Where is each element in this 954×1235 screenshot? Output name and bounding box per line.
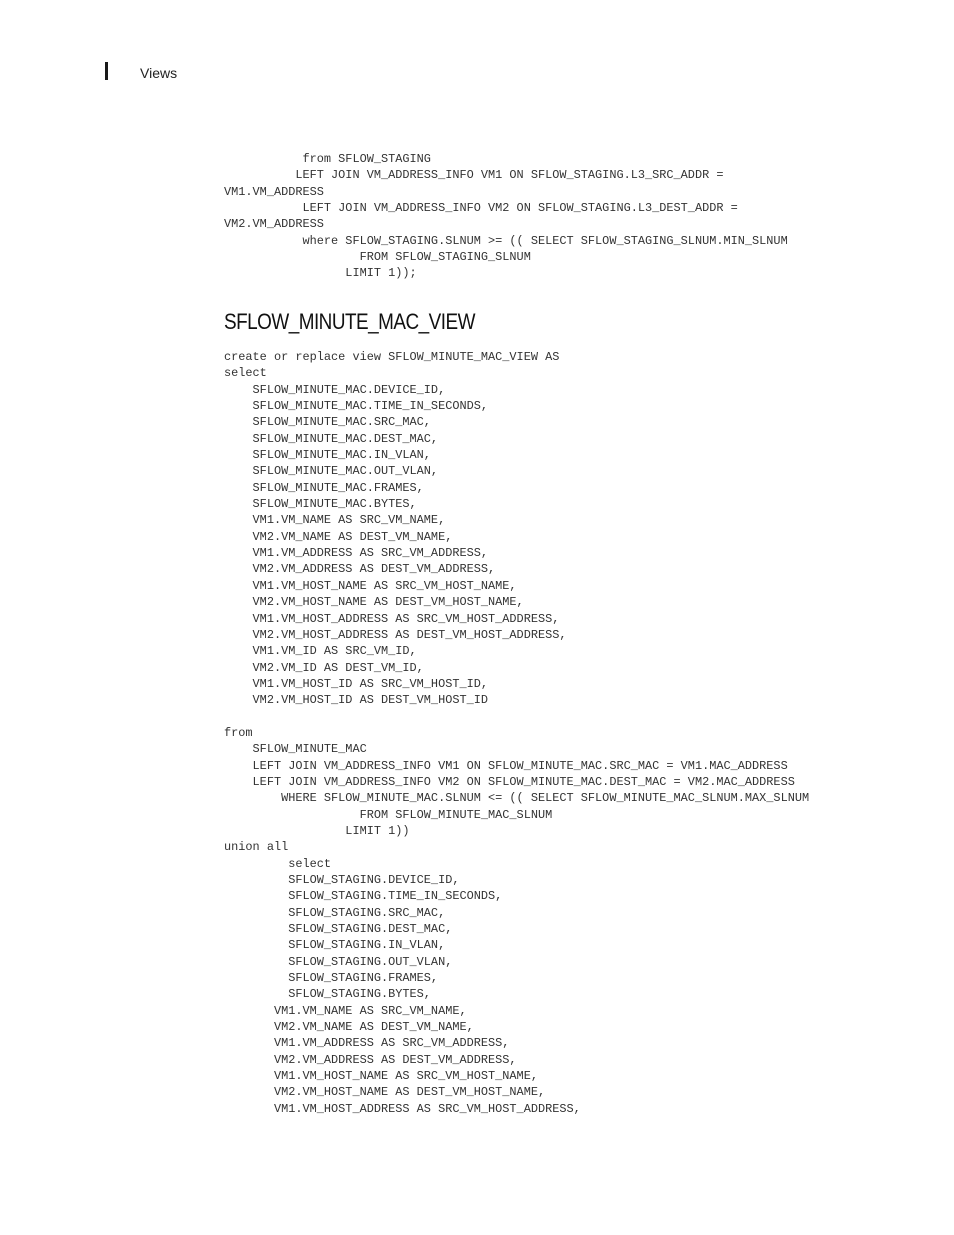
code-block-main (224, 349, 809, 1117)
code-line: from (224, 725, 253, 740)
header-bar-marker (105, 62, 108, 80)
code-line: SFLOW_STAGING.TIME_IN_SECONDS, (224, 889, 503, 904)
code-line: VM1.VM_NAME AS SRC_VM_NAME, (224, 1003, 467, 1018)
code-line: VM1.VM_ID AS SRC_VM_ID, (224, 644, 417, 659)
code-line: LIMIT 1)); (224, 266, 417, 281)
code-line: VM1.VM_ADDRESS AS SRC_VM_ADDRESS, (224, 1036, 510, 1051)
code-line: SFLOW_MINUTE_MAC (224, 742, 367, 757)
code-line: SFLOW_MINUTE_MAC.OUT_VLAN, (224, 464, 439, 479)
code-line: SFLOW_STAGING.DEST_MAC, (224, 922, 453, 937)
code-line: SFLOW_STAGING.FRAMES, (224, 971, 439, 986)
code-line: SFLOW_MINUTE_MAC.IN_VLAN, (224, 448, 431, 463)
code-line: SFLOW_STAGING.SRC_MAC, (224, 905, 446, 920)
code-line: SFLOW_MINUTE_MAC.SRC_MAC, (224, 415, 431, 430)
code-line: FROM SFLOW_STAGING_SLNUM (224, 250, 531, 265)
code-line: VM1.VM_HOST_NAME AS SRC_VM_HOST_NAME, (224, 578, 517, 593)
code-line: SFLOW_STAGING.BYTES, (224, 987, 431, 1002)
code-line: SFLOW_MINUTE_MAC.DEST_MAC, (224, 431, 439, 446)
code-line: VM2.VM_HOST_ID AS DEST_VM_HOST_ID (224, 693, 489, 708)
code-line: VM1.VM_HOST_ADDRESS AS SRC_VM_HOST_ADDRESS, (224, 611, 560, 626)
code-line: LEFT JOIN VM_ADDRESS_INFO VM1 ON SFLOW_STAGING.L3_SRC_ADDR = (224, 168, 724, 183)
code-line: LEFT JOIN VM_ADDRESS_INFO VM2 ON SFLOW_STAGING.L3_DEST_ADDR = (224, 201, 738, 216)
code-line: from SFLOW_STAGING (224, 152, 431, 166)
code-line: SFLOW_STAGING.IN_VLAN, (224, 938, 446, 953)
code-line: SFLOW_STAGING.DEVICE_ID, (224, 873, 460, 887)
code-line: select (224, 856, 332, 871)
code-line: VM2.VM_ADDRESS AS DEST_VM_ADDRESS, (224, 562, 496, 577)
code-line: SFLOW_STAGING.OUT_VLAN, (224, 954, 453, 969)
code-line: VM2.VM_NAME AS DEST_VM_NAME, (224, 1020, 474, 1035)
code-line: VM2.VM_HOST_ADDRESS AS DEST_VM_HOST_ADDRESS, (224, 627, 567, 642)
code-line: WHERE SFLOW_MINUTE_MAC.SLNUM <= (( SELECT SFLOW_MINUTE_MAC_SLNUM.MAX_SLNUM (224, 791, 810, 806)
code-line: create or replace view SFLOW_MINUTE_MAC_VIEW AS (224, 350, 560, 364)
code-line: SFLOW_MINUTE_MAC.TIME_IN_SECONDS, (224, 399, 489, 414)
code-line: VM1.VM_ADDRESS (224, 184, 324, 199)
code-line: LEFT JOIN VM_ADDRESS_INFO VM2 ON SFLOW_MINUTE_MAC.DEST_MAC = VM2.MAC_ADDRESS (224, 774, 795, 789)
code-line: VM2.VM_ADDRESS AS DEST_VM_ADDRESS, (224, 1052, 517, 1067)
code-line: VM1.VM_HOST_NAME AS SRC_VM_HOST_NAME, (224, 1069, 538, 1084)
code-line: VM2.VM_HOST_NAME AS DEST_VM_HOST_NAME, (224, 595, 524, 610)
code-line: select (224, 366, 267, 381)
code-block-top (224, 151, 788, 282)
code-line: VM2.VM_HOST_NAME AS DEST_VM_HOST_NAME, (224, 1085, 546, 1100)
code-line: FROM SFLOW_MINUTE_MAC_SLNUM (224, 807, 553, 822)
code-line: LEFT JOIN VM_ADDRESS_INFO VM1 ON SFLOW_MINUTE_MAC.SRC_MAC = VM1.MAC_ADDRESS (224, 758, 788, 773)
running-header-label: Views (140, 65, 178, 81)
code-line: VM1.VM_HOST_ID AS SRC_VM_HOST_ID, (224, 676, 489, 691)
code-line: SFLOW_MINUTE_MAC.FRAMES, (224, 480, 424, 495)
code-line: SFLOW_MINUTE_MAC.BYTES, (224, 497, 417, 512)
code-line: VM1.VM_HOST_ADDRESS AS SRC_VM_HOST_ADDRESS, (224, 1101, 581, 1116)
code-line: VM2.VM_ADDRESS (224, 217, 324, 232)
code-line: union all (224, 840, 289, 855)
section-title: SFLOW_MINUTE_MAC_VIEW (224, 309, 475, 334)
code-line: LIMIT 1)) (224, 823, 410, 838)
code-line: VM2.VM_NAME AS DEST_VM_NAME, (224, 529, 453, 544)
code-line: VM2.VM_ID AS DEST_VM_ID, (224, 660, 424, 675)
code-line (224, 709, 809, 725)
code-line: VM1.VM_ADDRESS AS SRC_VM_ADDRESS, (224, 546, 489, 561)
code-line: VM1.VM_NAME AS SRC_VM_NAME, (224, 513, 446, 528)
code-line: where SFLOW_STAGING.SLNUM >= (( SELECT SFLOW_STAGING_SLNUM.MIN_SLNUM (224, 233, 788, 248)
code-line: SFLOW_MINUTE_MAC.DEVICE_ID, (224, 382, 446, 397)
